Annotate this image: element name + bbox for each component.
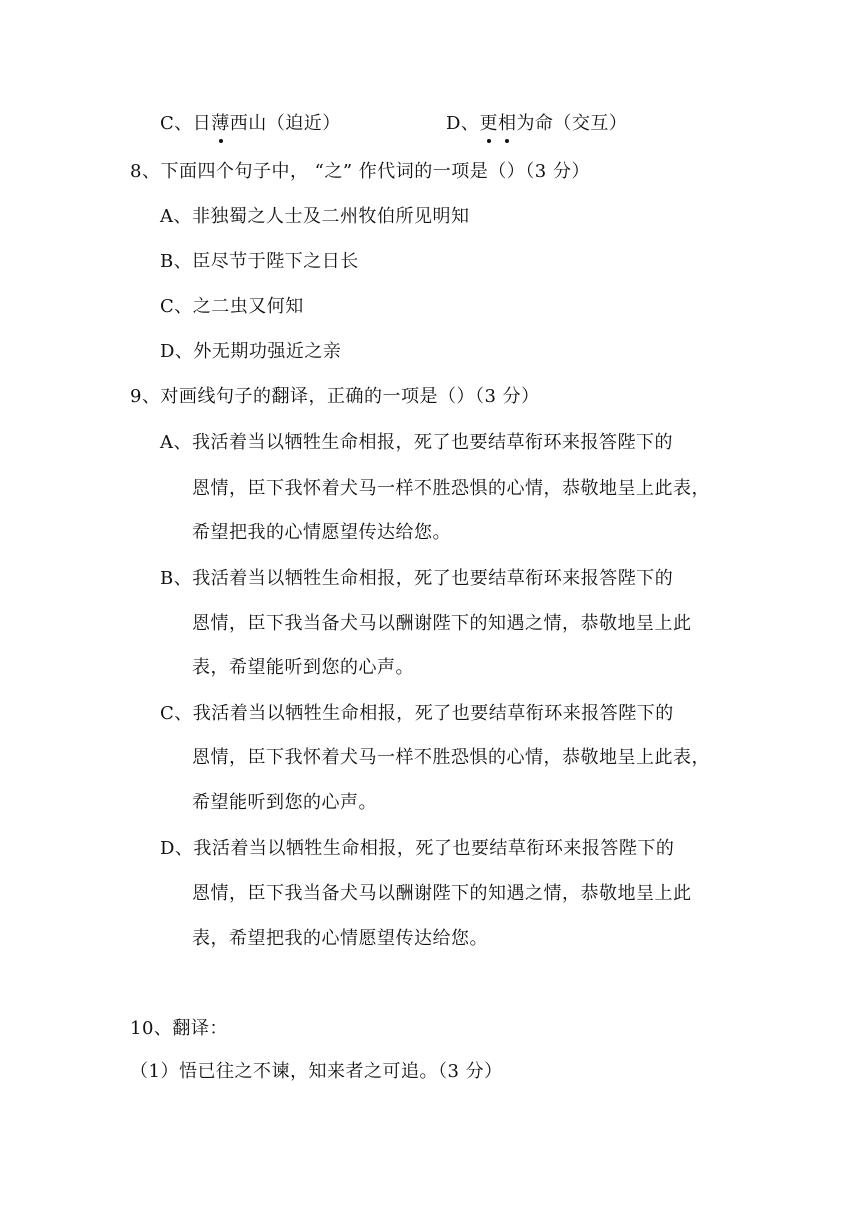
q9-option-a-line2: 恩情，臣下我怀着犬马一样不胜恐惧的心情，恭敬地呈上此表， bbox=[192, 478, 710, 499]
q9-option-c-line3: 希望能听到您的心声。 bbox=[192, 792, 377, 813]
q9-option-a-line1: A、我活着当以牺牲生命相报，死了也要结草衔环来报答陛下的 bbox=[160, 432, 673, 453]
q9-option-d-line3: 表，希望把我的心情愿望传达给您。 bbox=[192, 928, 488, 949]
q7-option-d-dotted-word-2: 相 bbox=[497, 113, 517, 134]
q7-option-d bbox=[446, 112, 627, 136]
q7-option-d-suffix: 为命（交互） bbox=[516, 113, 628, 134]
q7-option-c-dotted-word: 薄 bbox=[211, 113, 230, 134]
q7-option-c-prefix: C、日 bbox=[160, 113, 212, 134]
q8-option-a: A、非独蜀之人士及二州牧伯所见明知 bbox=[160, 206, 470, 227]
q7-option-c-suffix: 西山（迫近） bbox=[229, 113, 341, 134]
q8-option-c: C、之二虫又何知 bbox=[160, 296, 304, 317]
q7-option-c bbox=[160, 112, 341, 136]
q9-option-b-line1: B、我活着当以牺牲生命相报，死了也要结草衔环来报答陛下的 bbox=[160, 568, 674, 589]
q9-option-a-line3: 希望把我的心情愿望传达给您。 bbox=[192, 522, 451, 543]
q7-option-d-dotted-word-1: 更 bbox=[479, 113, 498, 134]
q9-option-c-line1: C、我活着当以牺牲生命相报，死了也要结草衔环来报答陛下的 bbox=[160, 703, 674, 724]
q8-option-d: D、外无期功强近之亲 bbox=[160, 341, 342, 362]
q9-option-d-line1: D、我活着当以牺牲生命相报，死了也要结草衔环来报答陛下的 bbox=[160, 838, 675, 859]
q8-stem: 8、下面四个句子中， “之” 作代词的一项是（）（3 分） bbox=[130, 161, 590, 182]
q10-sub1: （1）悟已往之不谏，知来者之可追。（3 分） bbox=[130, 1061, 503, 1082]
q9-option-b-line2: 恩情，臣下我当备犬马以酬谢陛下的知遇之情，恭敬地呈上此 bbox=[192, 613, 692, 634]
q10-stem: 10、翻译： bbox=[130, 1018, 228, 1039]
q7-option-d-prefix: D、 bbox=[446, 113, 480, 134]
q9-option-c-line2: 恩情，臣下我怀着犬马一样不胜恐惧的心情，恭敬地呈上此表， bbox=[192, 747, 710, 768]
q9-option-d-line2: 恩情，臣下我当备犬马以酬谢陛下的知遇之情，恭敬地呈上此 bbox=[192, 883, 692, 904]
q9-option-b-line3: 表，希望能听到您的心声。 bbox=[192, 657, 414, 678]
q9-stem: 9、对画线句子的翻译，正确的一项是（）（3 分） bbox=[130, 386, 540, 407]
q8-option-b: B、臣尽节于陛下之日长 bbox=[160, 251, 359, 272]
